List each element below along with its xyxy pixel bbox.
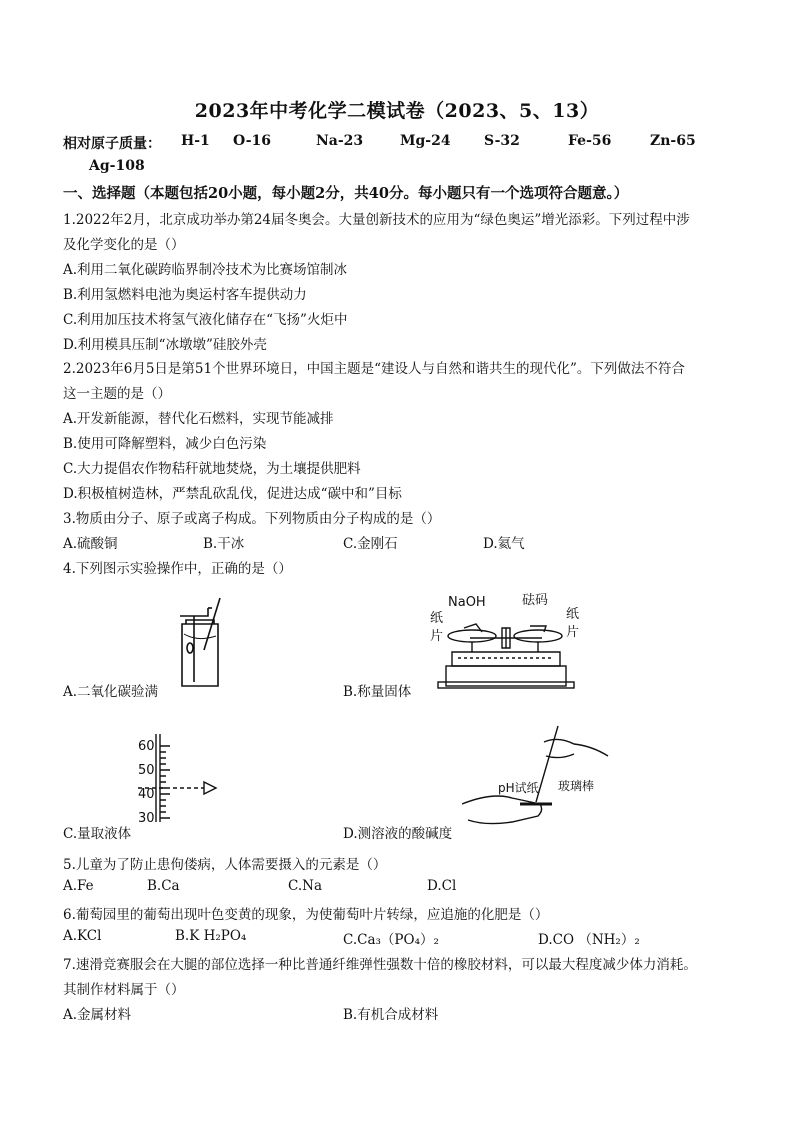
q7-stem-line2: 其制作材料属于（） <box>63 982 185 998</box>
section-heading: 一、选择题（本题包括20小题，每小题2分，共40分。每小题只有一个选项符合题意。） <box>63 185 629 202</box>
q2-stem-line1: 2.2023年6月5日是第51个世界环境日，中国主题是“建设人与自然和谐共生的现代化”。下列做法不符合 <box>63 361 685 377</box>
q5-option-c: C.Na <box>288 878 323 894</box>
mass-o: O-16 <box>233 133 272 149</box>
cylinder-tick-30: 30 <box>138 811 155 824</box>
q2-option-c: C.大力提倡农作物秸秆就地焚烧，为土壤提供肥料 <box>63 461 361 477</box>
atomic-masses-label: 相对原子质量： <box>63 136 161 152</box>
q2-option-d: D.积极植树造林，严禁乱砍乱伐，促进达成“碳中和”目标 <box>63 486 402 502</box>
figure-balance <box>418 588 590 692</box>
q2-option-b: B.使用可降解塑料，减少白色污染 <box>63 436 267 452</box>
q7-stem-line1: 7.速滑竞赛服会在大腿的部位选择一种比普通纤维弹性强数十倍的橡胶材料，可以最大程度减少体力消耗。 <box>63 957 697 973</box>
cylinder-tick-60: 60 <box>138 739 155 754</box>
q1-stem-line2: 及化学变化的是（） <box>63 237 185 253</box>
figure-cylinder <box>130 732 230 824</box>
q1-option-c: C.利用加压技术将氢气液化储存在“飞扬”火炬中 <box>63 312 348 328</box>
mass-fe: Fe-56 <box>568 133 612 149</box>
q6-option-a: A.KCl <box>63 928 102 944</box>
mass-mg: Mg-24 <box>400 133 451 149</box>
q7-option-b: B.有机合成材料 <box>343 1007 439 1023</box>
label-paper-right-2: 片 <box>566 625 580 640</box>
mass-ag: Ag-108 <box>89 158 145 174</box>
q3-stem: 3.物质由分子、原子或离子构成。下列物质由分子构成的是（） <box>63 511 441 527</box>
label-paper-right-1: 纸 <box>566 607 580 622</box>
q1-option-b: B.利用氢燃料电池为奥运村客车提供动力 <box>63 287 307 303</box>
mass-na: Na-23 <box>316 133 364 149</box>
q2-stem-line2: 这一主题的是（） <box>63 386 171 402</box>
q2-option-a: A.开发新能源，替代化石燃料，实现节能减排 <box>63 411 334 427</box>
q6-option-c: C.Ca₃（PO₄）₂ <box>343 932 439 948</box>
atomic-masses <box>63 133 763 174</box>
q6-stem: 6.葡萄园里的葡萄出现叶色变黄的现象，为使葡萄叶片转绿，应追施的化肥是（） <box>63 907 549 923</box>
q1-stem-line1: 1.2022年2月，北京成功举办第24届冬奥会。大量创新技术的应用为“绿色奥运”增光添彩。下列过程中涉 <box>63 212 690 228</box>
mass-s: S-32 <box>484 133 520 149</box>
label-weights: 砝码 <box>522 593 549 608</box>
cylinder-tick-40: 40 <box>138 787 155 802</box>
q4-option-a: A.二氧化碳验满 <box>63 684 159 700</box>
q5-stem: 5.儿童为了防止患佝偻病，人体需要摄入的元素是（） <box>63 857 387 873</box>
q4-option-c: C.量取液体 <box>63 826 132 842</box>
q7-option-a: A.金属材料 <box>63 1007 132 1023</box>
label-paper-left-2: 片 <box>430 629 444 644</box>
q3-option-b: B.干冰 <box>203 536 245 552</box>
label-naoh: NaOH <box>448 595 486 610</box>
q5-option-a: A.Fe <box>63 878 94 894</box>
figure-ph-test <box>462 722 612 832</box>
label-glass-rod: 玻璃棒 <box>558 779 595 793</box>
q4-option-b: B.称量固体 <box>343 684 412 700</box>
figure-co2-test <box>168 596 238 692</box>
exam-title: 2023年中考化学二模试卷（2023、5、13） <box>194 100 600 122</box>
q3-option-a: A.硫酸铜 <box>63 536 118 552</box>
mass-zn: Zn-65 <box>650 133 696 149</box>
q4-option-d: D.测溶液的酸碱度 <box>343 826 453 842</box>
cylinder-tick-50: 50 <box>138 763 155 778</box>
q5-option-b: B.Ca <box>147 878 180 894</box>
label-paper-left-1: 纸 <box>430 611 444 626</box>
q1-option-d: D.利用模具压制“冰墩墩”硅胶外壳 <box>63 337 267 353</box>
q4-stem: 4.下列图示实验操作中，正确的是（） <box>63 561 292 577</box>
q6-option-b: B.K H₂PO₄ <box>175 928 247 944</box>
q1-option-a: A.利用二氧化碳跨临界制冷技术为比赛场馆制冰 <box>63 262 348 278</box>
label-ph-paper: pH试纸 <box>498 781 539 795</box>
q5-option-d: D.Cl <box>427 878 457 894</box>
mass-h: H-1 <box>181 133 210 149</box>
q3-option-d: D.氦气 <box>483 536 525 552</box>
q6-option-d: D.CO （NH₂）₂ <box>538 932 640 948</box>
q3-option-c: C.金刚石 <box>343 536 398 552</box>
